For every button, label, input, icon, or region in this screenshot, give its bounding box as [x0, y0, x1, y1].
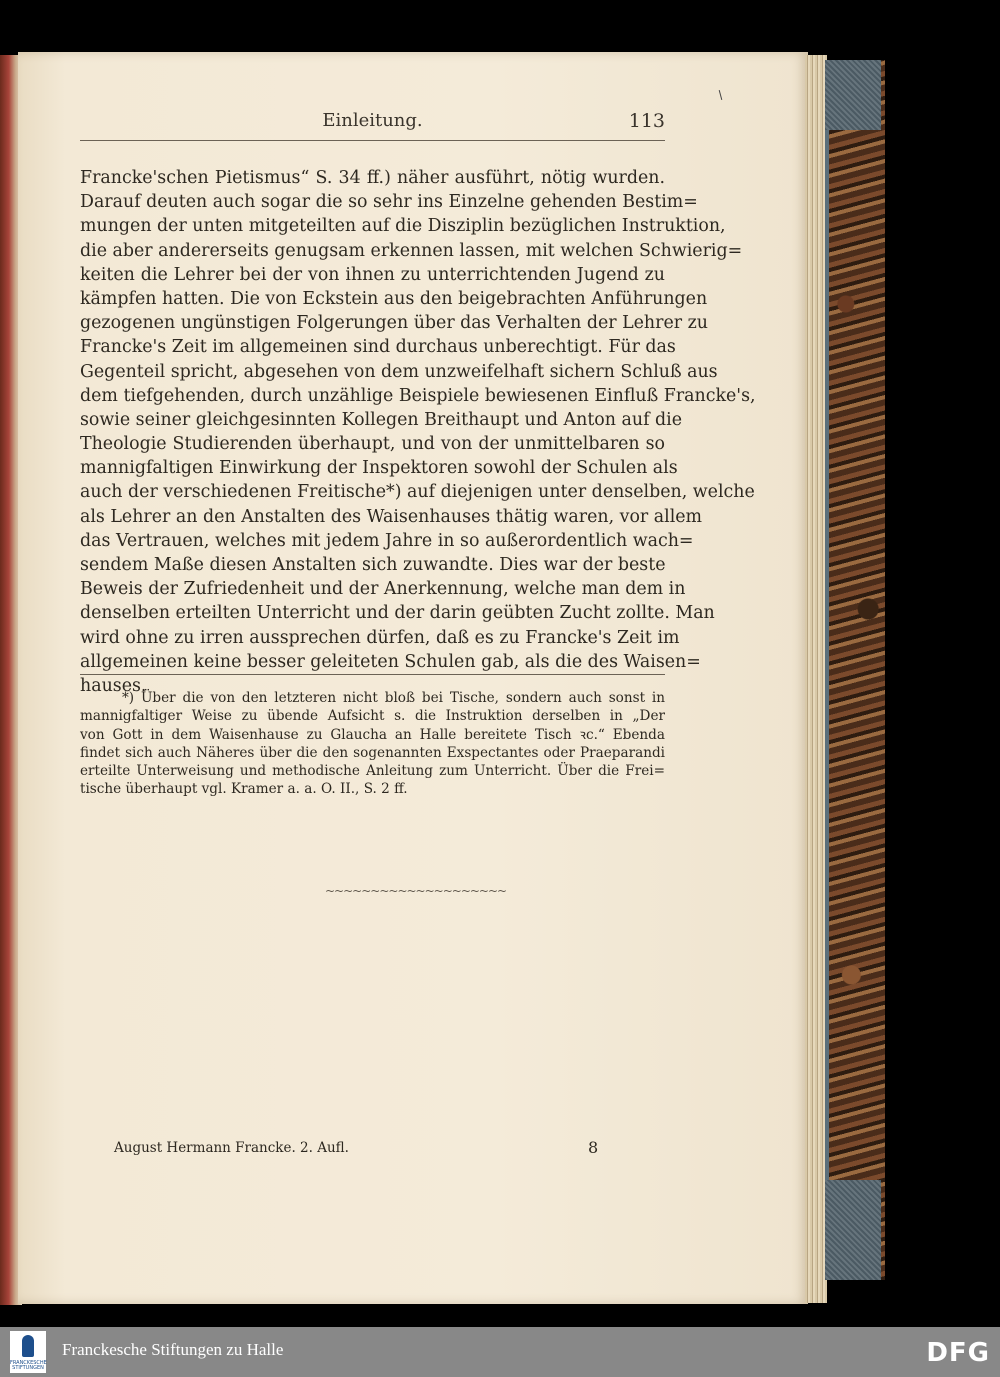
- head-rule: [80, 140, 665, 141]
- footnote: [80, 689, 665, 799]
- footnote-line: findet sich auch Näheres über die den sogenannten Exspectantes oder Praeparandi: [80, 744, 665, 761]
- signature-line: August Hermann Francke. 2. Aufl.: [114, 1140, 349, 1156]
- running-head-title: Einleitung.: [322, 110, 423, 131]
- body-line: mungen der unten mitgeteilten auf die Disziplin bezüglichen Instruktion,: [80, 216, 726, 237]
- marbled-cover: [825, 60, 885, 1280]
- body-line: sendem Maße diesen Anstalten sich zuwandte. Dies war der beste: [80, 555, 666, 575]
- footnote-line: von Gott in dem Waisenhause zu Glaucha an Halle bereitete Tisch ꝛc.“ Ebenda: [80, 726, 665, 743]
- logo-text: FRANCKESCHE STIFTUNGEN: [10, 1360, 47, 1371]
- footnote-line: tische überhaupt vgl. Kramer a. a. O. II., S. 2 ff.: [80, 781, 408, 798]
- body-line: sowie seiner gleichgesinnten Kollegen Breithaupt und Anton auf die: [80, 409, 683, 430]
- footnote-line: mannigfaltiger Weise zu übende Aufsicht s. die Instruktion derselben in „Der: [80, 708, 665, 725]
- body-line: Theologie Studierenden überhaupt, und von der unmittelbaren so: [80, 434, 665, 455]
- body-line: allgemeinen keine besser geleiteten Schulen gab, als die des Waisen=: [80, 651, 701, 672]
- viewer-footer: [0, 1327, 1000, 1377]
- body-line: mannigfaltigen Einwirkung der Inspektoren sowohl der Schulen als: [80, 458, 678, 479]
- body-line: Francke's Zeit im allgemeinen sind durchaus unberechtigt. Für das: [80, 337, 676, 358]
- logo-figure: [22, 1335, 34, 1357]
- franckesche-logo-icon[interactable]: [10, 1331, 46, 1373]
- body-line: keiten die Lehrer bei der von ihnen zu unterrichtenden Jugend zu: [80, 264, 665, 285]
- body-line: auch der verschiedenen Freitische*) auf diejenigen unter denselben, welche: [80, 482, 755, 503]
- running-head: [80, 110, 665, 140]
- footnote-line: *) Über die von den letzteren nicht bloß bei Tische, sondern auch sonst in: [122, 690, 665, 706]
- footnote-line: erteilte Unterweisung und methodische Anleitung zum Unterricht. Über die Frei=: [80, 763, 665, 780]
- body-line: kämpfen hatten. Die von Eckstein aus den beigebrachten Anführungen: [80, 288, 708, 309]
- body-line: das Vertrauen, welches mit jedem Jahre in so außerordentlich wach=: [80, 530, 694, 551]
- dfg-logo[interactable]: DFG: [926, 1338, 990, 1368]
- institution-link[interactable]: Franckesche Stiftungen zu Halle: [62, 1340, 284, 1359]
- ornament-divider: ~~~~~~~~~~~~~~~~~~~~: [325, 884, 507, 898]
- body-line: Francke'schen Pietismus“ S. 34 ff.) näher ausführt, nötig wurden.: [80, 168, 665, 188]
- body-line: denselben erteilten Unterricht und der darin geübten Zucht zollte. Man: [80, 603, 715, 624]
- cover-cloth-bottom: [825, 1180, 881, 1280]
- body-line: Darauf deuten auch sogar die so sehr ins Einzelne gehenden Bestim=: [80, 192, 698, 213]
- body-line: die aber andererseits genugsam erkennen lassen, mit welchen Schwierig=: [80, 240, 743, 261]
- body-line: gezogenen ungünstigen Folgerungen über das Verhalten der Lehrer zu: [80, 313, 708, 334]
- footnote-rule: [80, 674, 665, 675]
- body-line: hauses.: [80, 675, 147, 696]
- body-line: Beweis der Zufriedenheit und der Anerkennung, welche man dem in: [80, 579, 686, 600]
- body-line: wird ohne zu irren aussprechen dürfen, daß es zu Francke's Zeit im: [80, 627, 680, 648]
- body-line: als Lehrer an den Anstalten des Waisenhauses thätig waren, vor allem: [80, 506, 703, 527]
- page-stack-edge: [805, 55, 827, 1303]
- cover-cloth-top: [825, 60, 881, 130]
- body-text: [80, 166, 756, 698]
- page-number: 113: [628, 110, 665, 132]
- body-line: dem tiefgehenden, durch unzählige Beispiele bewiesenen Einfluß Francke's,: [80, 385, 756, 406]
- sheet-number: 8: [588, 1138, 599, 1157]
- body-line: Gegenteil spricht, abgesehen von dem unzweifelhaft sichern Schluß aus: [80, 361, 718, 382]
